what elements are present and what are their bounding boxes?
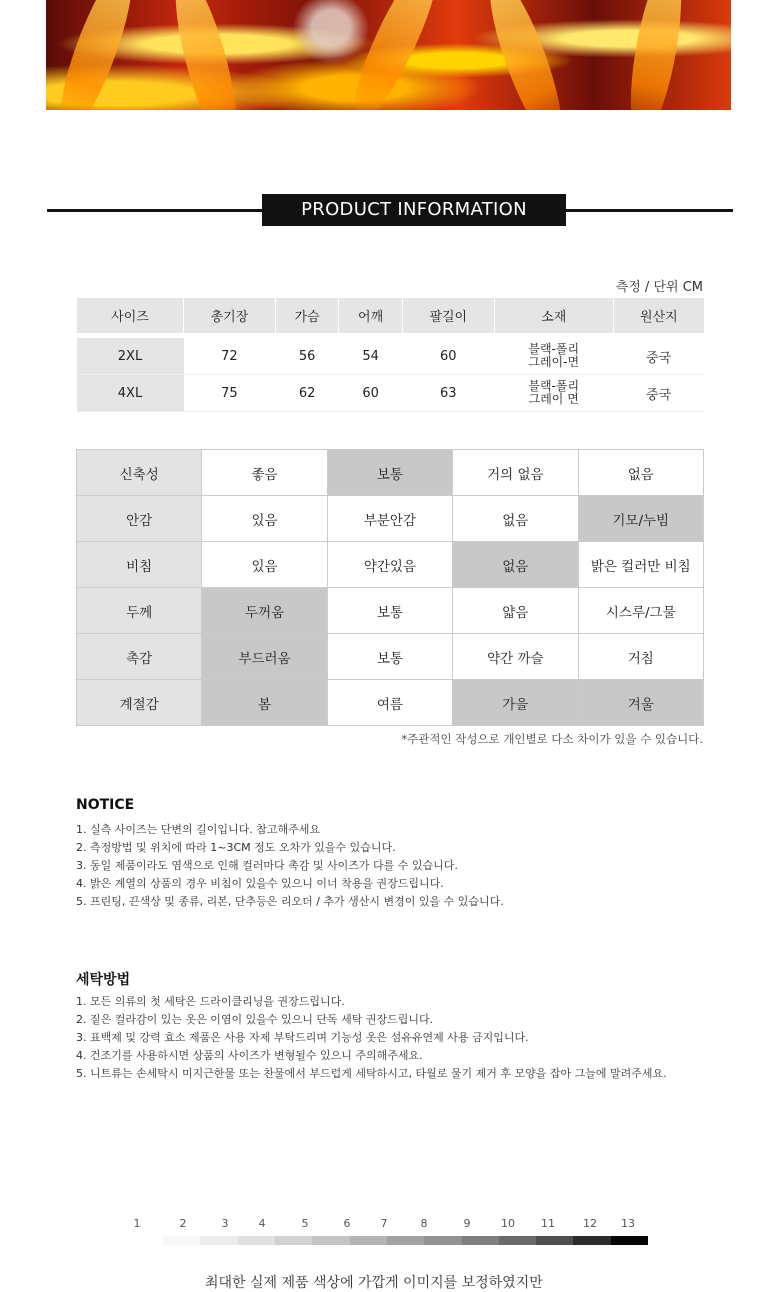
attribute-option: 시스루/그물 xyxy=(578,588,704,634)
attribute-option: 보통 xyxy=(327,634,452,680)
list-item: 1. 실측 사이즈는 단변의 길이입니다. 참고해주세요 xyxy=(76,823,320,836)
attribute-option: 좋음 xyxy=(202,450,327,496)
material-cell xyxy=(494,338,613,375)
attribute-option: 거침 xyxy=(578,634,704,680)
table-row xyxy=(77,375,705,412)
size-cell: 4XL xyxy=(77,375,184,412)
scale-swatch xyxy=(462,1236,499,1245)
attribute-option: 약간 까슬 xyxy=(453,634,578,680)
attribute-option: 가을 xyxy=(453,680,578,726)
attribute-option: 없음 xyxy=(453,542,578,588)
attribute-option: 두꺼움 xyxy=(202,588,327,634)
col-chest: 가슴 xyxy=(275,298,339,333)
color-note-text: 최대한 실제 제품 색상에 가깝게 이미지를 보정하였지만 xyxy=(205,1275,543,1291)
attribute-label: 비침 xyxy=(77,542,202,588)
material-line: 그레이-면 xyxy=(528,355,580,369)
attribute-option: 있음 xyxy=(202,542,327,588)
attribute-option: 있음 xyxy=(202,496,327,542)
length-cell: 72 xyxy=(184,338,276,375)
chest-cell: 56 xyxy=(275,338,339,375)
col-length: 총기장 xyxy=(184,298,276,333)
unit-label: 측정 / 단위 CM xyxy=(615,280,703,295)
attribute-row xyxy=(77,542,704,588)
attribute-row xyxy=(77,680,704,726)
scale-swatch xyxy=(312,1236,349,1245)
attribute-option: 부드러움 xyxy=(202,634,327,680)
scale-swatch xyxy=(611,1236,648,1245)
table-row xyxy=(77,338,705,375)
shoulder-cell: 54 xyxy=(339,338,403,375)
col-size: 사이즈 xyxy=(77,298,184,333)
scale-swatch xyxy=(275,1236,312,1245)
scale-number: 8 xyxy=(420,1217,428,1230)
scale-swatch xyxy=(573,1236,610,1245)
list-item: 3. 동일 제품이라도 염색으로 인해 컬러마다 촉감 및 사이즈가 다를 수 있습니다. xyxy=(76,859,458,872)
scale-number: 11 xyxy=(541,1217,555,1230)
attribute-row xyxy=(77,450,704,496)
color-scale-numbers xyxy=(120,1217,660,1233)
attribute-option: 얇음 xyxy=(453,588,578,634)
list-item: 1. 모든 의류의 첫 세탁은 드라이클리닝을 권장드립니다. xyxy=(76,995,345,1008)
scale-number: 12 xyxy=(583,1217,597,1230)
scale-swatch xyxy=(536,1236,573,1245)
chest-cell: 62 xyxy=(275,375,339,412)
scale-swatch xyxy=(387,1236,424,1245)
length-cell: 75 xyxy=(184,375,276,412)
attribute-label: 두께 xyxy=(77,588,202,634)
notice-title: NOTICE xyxy=(76,797,135,813)
list-item: 4. 밝은 계열의 상품의 경우 비침이 있을수 있으니 이너 착용을 권장드립니다. xyxy=(76,877,444,890)
size-table-header xyxy=(77,298,705,333)
scale-number: 4 xyxy=(258,1217,266,1230)
attribute-table xyxy=(76,449,704,726)
size-table xyxy=(76,298,704,412)
scale-number: 7 xyxy=(380,1217,388,1230)
shoulder-cell: 60 xyxy=(339,375,403,412)
attribute-row xyxy=(77,634,704,680)
origin-cell: 중국 xyxy=(613,375,704,412)
col-shoulder: 어깨 xyxy=(339,298,403,333)
washing-title: 세탁방법 xyxy=(76,972,131,988)
scale-swatch xyxy=(499,1236,536,1245)
washing-list xyxy=(76,993,667,1083)
col-origin: 원산지 xyxy=(613,298,704,333)
attribute-row xyxy=(77,588,704,634)
list-item: 2. 짙은 컬라감이 있는 옷은 이염이 있을수 있으니 단독 세탁 권장드립니다. xyxy=(76,1013,434,1026)
scale-swatch xyxy=(238,1236,275,1245)
scale-number: 1 xyxy=(133,1217,141,1230)
scale-number: 3 xyxy=(221,1217,229,1230)
section-header xyxy=(47,194,733,226)
scale-number: 6 xyxy=(343,1217,351,1230)
disclaimer-text: *주관적인 작성으로 개인별로 다소 차이가 있을 수 있습니다. xyxy=(401,732,703,746)
sleeve-cell: 60 xyxy=(402,338,494,375)
attribute-option: 약간있음 xyxy=(327,542,452,588)
attribute-option: 기모/누빔 xyxy=(578,496,704,542)
scale-number: 13 xyxy=(621,1217,635,1230)
list-item: 2. 측정방법 및 위치에 따라 1~3CM 정도 오차가 있을수 있습니다. xyxy=(76,841,396,854)
sleeve-cell: 63 xyxy=(402,375,494,412)
scale-number: 9 xyxy=(463,1217,471,1230)
notice-list xyxy=(76,821,504,911)
origin-cell: 중국 xyxy=(613,338,704,375)
scale-number: 5 xyxy=(301,1217,309,1230)
attribute-option: 밝은 컬러만 비침 xyxy=(578,542,704,588)
scale-swatch xyxy=(200,1236,237,1245)
attribute-label: 신축성 xyxy=(77,450,202,496)
list-item: 4. 건조기를 사용하시면 상품의 사이즈가 변형될수 있으니 주의해주세요. xyxy=(76,1049,423,1062)
material-line: 블랙-폴리 xyxy=(528,342,580,356)
attribute-option: 없음 xyxy=(578,450,704,496)
attribute-option: 부분안감 xyxy=(327,496,452,542)
scale-swatch xyxy=(350,1236,387,1245)
attribute-label: 계절감 xyxy=(77,680,202,726)
col-material: 소재 xyxy=(494,298,613,333)
size-cell: 2XL xyxy=(77,338,184,375)
col-sleeve: 팔길이 xyxy=(402,298,494,333)
hero-image xyxy=(46,0,731,110)
attribute-option: 겨울 xyxy=(578,680,704,726)
attribute-option: 거의 없음 xyxy=(453,450,578,496)
material-line: 블랙-폴리 xyxy=(528,379,580,393)
scale-number: 10 xyxy=(501,1217,515,1230)
attribute-row xyxy=(77,496,704,542)
attribute-option: 보통 xyxy=(327,450,452,496)
attribute-option: 여름 xyxy=(327,680,452,726)
color-scale-bar xyxy=(163,1236,648,1245)
attribute-option: 없음 xyxy=(453,496,578,542)
attribute-label: 촉감 xyxy=(77,634,202,680)
material-cell xyxy=(494,375,613,412)
scale-swatch xyxy=(163,1236,200,1245)
scale-number: 2 xyxy=(179,1217,187,1230)
attribute-label: 안감 xyxy=(77,496,202,542)
page-title: PRODUCT INFORMATION xyxy=(262,194,566,226)
material-line: 그레이 면 xyxy=(528,392,579,406)
scale-swatch xyxy=(424,1236,461,1245)
attribute-option: 봄 xyxy=(202,680,327,726)
attribute-option: 보통 xyxy=(327,588,452,634)
list-item: 5. 프린팅, 끈색상 및 종류, 리본, 단추등은 리오더 / 추가 생산시 변경이 있을 수 있습니다. xyxy=(76,895,504,908)
list-item: 5. 니트류는 손세탁시 미지근한물 또는 찬물에서 부드럽게 세탁하시고, 타월로 물기 제거 후 모양을 잡아 그늘에 말려주세요. xyxy=(76,1067,667,1080)
list-item: 3. 표백제 및 강력 효소 제품은 사용 자제 부탁드리며 기능성 옷은 섬유유연제 사용 금지입니다. xyxy=(76,1031,529,1044)
